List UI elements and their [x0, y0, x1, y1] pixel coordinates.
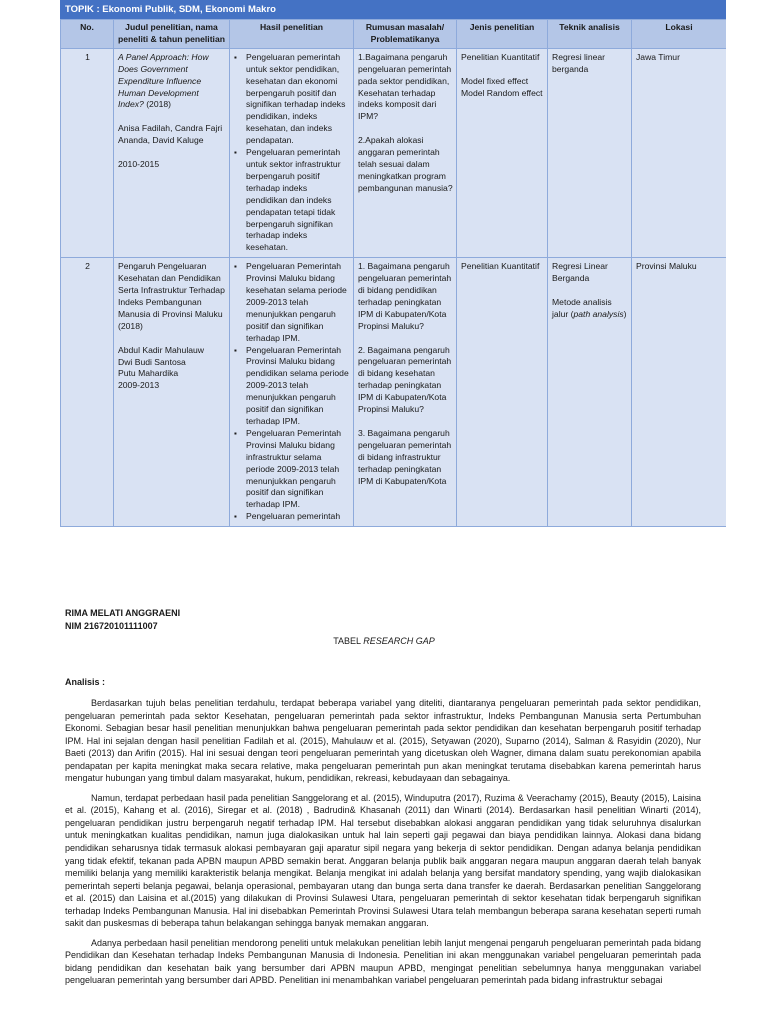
header-no: No. [61, 20, 114, 49]
row-title: Pengaruh Pengeluaran Kesehatan dan Pendidikan Serta Infrastruktur Terhadap Indeks Pembangunan Manusia di Provinsi Maluku (2018) [118, 261, 225, 331]
student-nim: NIM 216720101111007 [65, 620, 158, 631]
row-results [230, 258, 354, 527]
result-item: ▪ Pengeluaran Pemerintah Provinsi Maluku bidang pendidikan selama periode 2009-2013 telah menunjukkan pengaruh positif dan signifikan terhadap IPM. [246, 345, 350, 428]
table-row [61, 258, 727, 527]
result-item: ▪ Pengeluaran pemerintah untuk sektor pendidikan, kesehatan dan ekonomi berpengaruh positif dan signifikan terhadap indeks pendidikan, indeks kesehatan, dan indeks pendapatan. [246, 52, 350, 147]
analysis-body [65, 697, 701, 994]
table-title: TABEL RESEARCH GAP [333, 636, 435, 646]
row-title-cell [114, 48, 230, 257]
paragraph: Adanya perbedaan hasil penelitian mendorong peneliti untuk melakukan penelitian lebih lanjut mengenai pengaruh pengeluaran pemerintah pada bidang Pendidikan dan Kesehatan terhadap Indeks Pembangunan Manusia di Indonesia. Penelitian ini akan menggunakan variabel pengeluaran pemerintah pada bidang pendidikan dan kesehatan baik yang bersumber dari APBN maupun APBD, mengingat penelitian sebelumnya hanya menggunakan variabel pengeluaran pemerintah yang bersumber dari APBD. Penelitian ini menambahkan variabel pengeluaran pemerintah pada bidang infrastruktur sebagai [65, 937, 701, 986]
student-info [65, 607, 180, 632]
row-title: A Panel Approach: How Does Government Expenditure Influence Human Development Index? (2018) [118, 51, 209, 110]
row-authors: Anisa Fadilah, Candra Fajri Ananda, David Kaluge [118, 123, 223, 146]
header-type: Jenis penelitian [457, 20, 548, 49]
header-location: Lokasi [632, 20, 727, 49]
row-type: Penelitian Kuantitatif [457, 258, 548, 527]
research-gap-table [60, 19, 726, 527]
row-technique: Regresi linear berganda [548, 48, 632, 257]
row-period: 2010-2015 [118, 159, 160, 170]
row-authors: Abdul Kadir Mahulauw Dwi Budi Santosa Putu Mahardika 2009-2013 [118, 344, 204, 391]
row-problems: 1.Bagaimana pengaruh pengeluaran pemerintah pada sektor pendidikan, Kesehatan terhadap indeks komposit dari IPM? 2.Apakah alokasi anggaran pemerintah telah sesuai dalam meningkatkan program pembangunan manusia? [354, 48, 457, 257]
paragraph: Namun, terdapat perbedaan hasil pada penelitian Sanggelorang et al. (2015), Winduputra (2017), Ruzima & Veerachamy (2015), Beauty (2015), Laisina et al. (2015), Kahang et al. (2016), Siregar et al. (2018) , Badrudin& Khasanah (2011) dan Winarti (2014). Berdasarkan hasil penelitian Winarti (2014), pengeluaran pendidikan justru berpengaruh negatif terhadap IPM. Hal tersebut disebabkan alokasi anggaran pendidikan yang tidak seluruhnya disalurkan untuk meningkatkan kualitas pendidikan, namun juga dialokasikan untuk hal lain seperti gaji pegawai dan biaya pendidikan lainnya. Alokasi dana bidang pendidikan seharusnya tidak termasuk alokasi pembayaran gaji aparatur sipil negara yang bekerja di sektor pendidikan. Dengan adanya belanja pendidikan yang tidak efektif, tekanan pada APBN maupun APBD semakin berat. Anggaran belanja publik baik anggaran negara maupun anggaran daerah telah banyak memiliki belanja yang memiliki karakteristik belanja mengikat. Belanja mengikat ini adalah belanja yang bersifat mandatory spending, yang wajib dialokasikan pemerintah seperti belanja pegawai, belanja operasional, pembayaran utang dan bunga serta dana transfer ke daerah. Berdasarkan penelitian Sanggelorang et al. (2015) dan Laisina et al.(2015) yang dilakukan di Provinsi Sulawesi Utara, pengeluaran pemerintah di sektor kesehatan tidak berpengaruh signifikan terhadap Indeks Pembangunan Manusia. Hal ini disebabkan Pemerintah Provinsi Sulawesi Utara telah membangun beberapa sarana kesehatan seperti rumah sakit dan puskesmas di beberapa tahun belakangan sehingga banyak memakan anggaran. [65, 792, 701, 929]
header-technique: Teknik analisis [548, 20, 632, 49]
header-title: Judul penelitian, nama peneliti & tahun penelitian [114, 20, 230, 49]
paragraph: Berdasarkan tujuh belas penelitian terdahulu, terdapat beberapa variabel yang diteliti, diantaranya pengeluaran pemerintah pada sektor pendidikan, pengeluaran pemerintah pada sektor Kesehatan, pengeluaran pemerintah pada sektor infrastruktur, Indeks Pembangunan Manusia serta Pertumbuhan Ekonomi. Sebagian besar hasil penelitian menunjukkan bahwa pengeluaran pemerintah pada sektor pendidikan dan kesehatan berpengaruh positif terhadap IPM. Hal ini sejalan dengan hasil penelitian Fadilah et al. (2015), Mahulauw et al. (2015), Setyawan (2020), Suparno (2014), Salman & Rasyidin (2020), Nur Baeti (2013) dan Arifin (2015). Hal ini sesuai dengan teori pengeluaran pemerintah yang dicetuskan oleh Wagner, dimana dalam suatu perekonomian apabila pendapatan per kapita meningkat maka secara relative, maka pengeluaran pemerintah pun akan meningkat terutama disebabkan karena pemerintah harus mengatur hubungan yang timbul dalam masyarakat, hukum, pendidikan, rekreasi, kebudayaan dan sebagainya. [65, 698, 701, 784]
table-row [61, 48, 727, 257]
header-results: Hasil penelitian [230, 20, 354, 49]
analysis-heading: Analisis : [65, 677, 106, 687]
header-problems: Rumusan masalah/ Problematikanya [354, 20, 457, 49]
row-number: 2 [61, 258, 114, 527]
row-number: 1 [61, 48, 114, 257]
result-item: ▪ Pengeluaran Pemerintah Provinsi Maluku bidang kesehatan selama periode 2009-2013 telah menunjukkan pengaruh positif dan signifikan terhadap IPM. [246, 261, 350, 344]
row-results [230, 48, 354, 257]
row-problems: 1. Bagaimana pengaruh pengeluaran pemerintah di bidang pendidikan terhadap peningkatan IPM di Kabupaten/Kota Propinsi Maluku? 2. Bagaimana pengaruh pengeluaran pemerintah di bidang kesehatan terhadap peningkatan IPM di Kabupaten/Kota Propinsi Maluku? 3. Bagaimana pengaruh pengeluaran pemerintah di bidang infrastruktur terhadap peningkatan IPM di Kabupaten/Kota [354, 258, 457, 527]
row-title-cell [114, 258, 230, 527]
table-header-row [61, 20, 727, 49]
result-item: ▪ Pengeluaran pemerintah untuk sektor infrastruktur berpengaruh positif terhadap indeks pendidikan dan indeks pendapatan tetapi tidak berpengaruh signifikan terhadap indeks kesehatan. [246, 147, 350, 254]
student-name: RIMA MELATI ANGGRAENI [65, 608, 181, 618]
row-location: Provinsi Maluku [632, 258, 727, 527]
row-type: Penelitian Kuantitatif Model fixed effect Model Random effect [457, 48, 548, 257]
result-item: ▪ Pengeluaran Pemerintah Provinsi Maluku bidang infrastruktur selama periode 2009-2013 telah menunjukkan pengaruh positif dan signifikan terhadap IPM. [246, 428, 350, 511]
row-technique: Regresi Linear Berganda Metode analisis jalur (path analysis) [548, 258, 632, 527]
research-gap-table-area [60, 0, 726, 543]
topic-bar: TOPIK : Ekonomi Publik, SDM, Ekonomi Makro [60, 0, 726, 19]
result-item: ▪ Pengeluaran pemerintah [246, 511, 350, 523]
row-location: Jawa Timur [632, 48, 727, 257]
